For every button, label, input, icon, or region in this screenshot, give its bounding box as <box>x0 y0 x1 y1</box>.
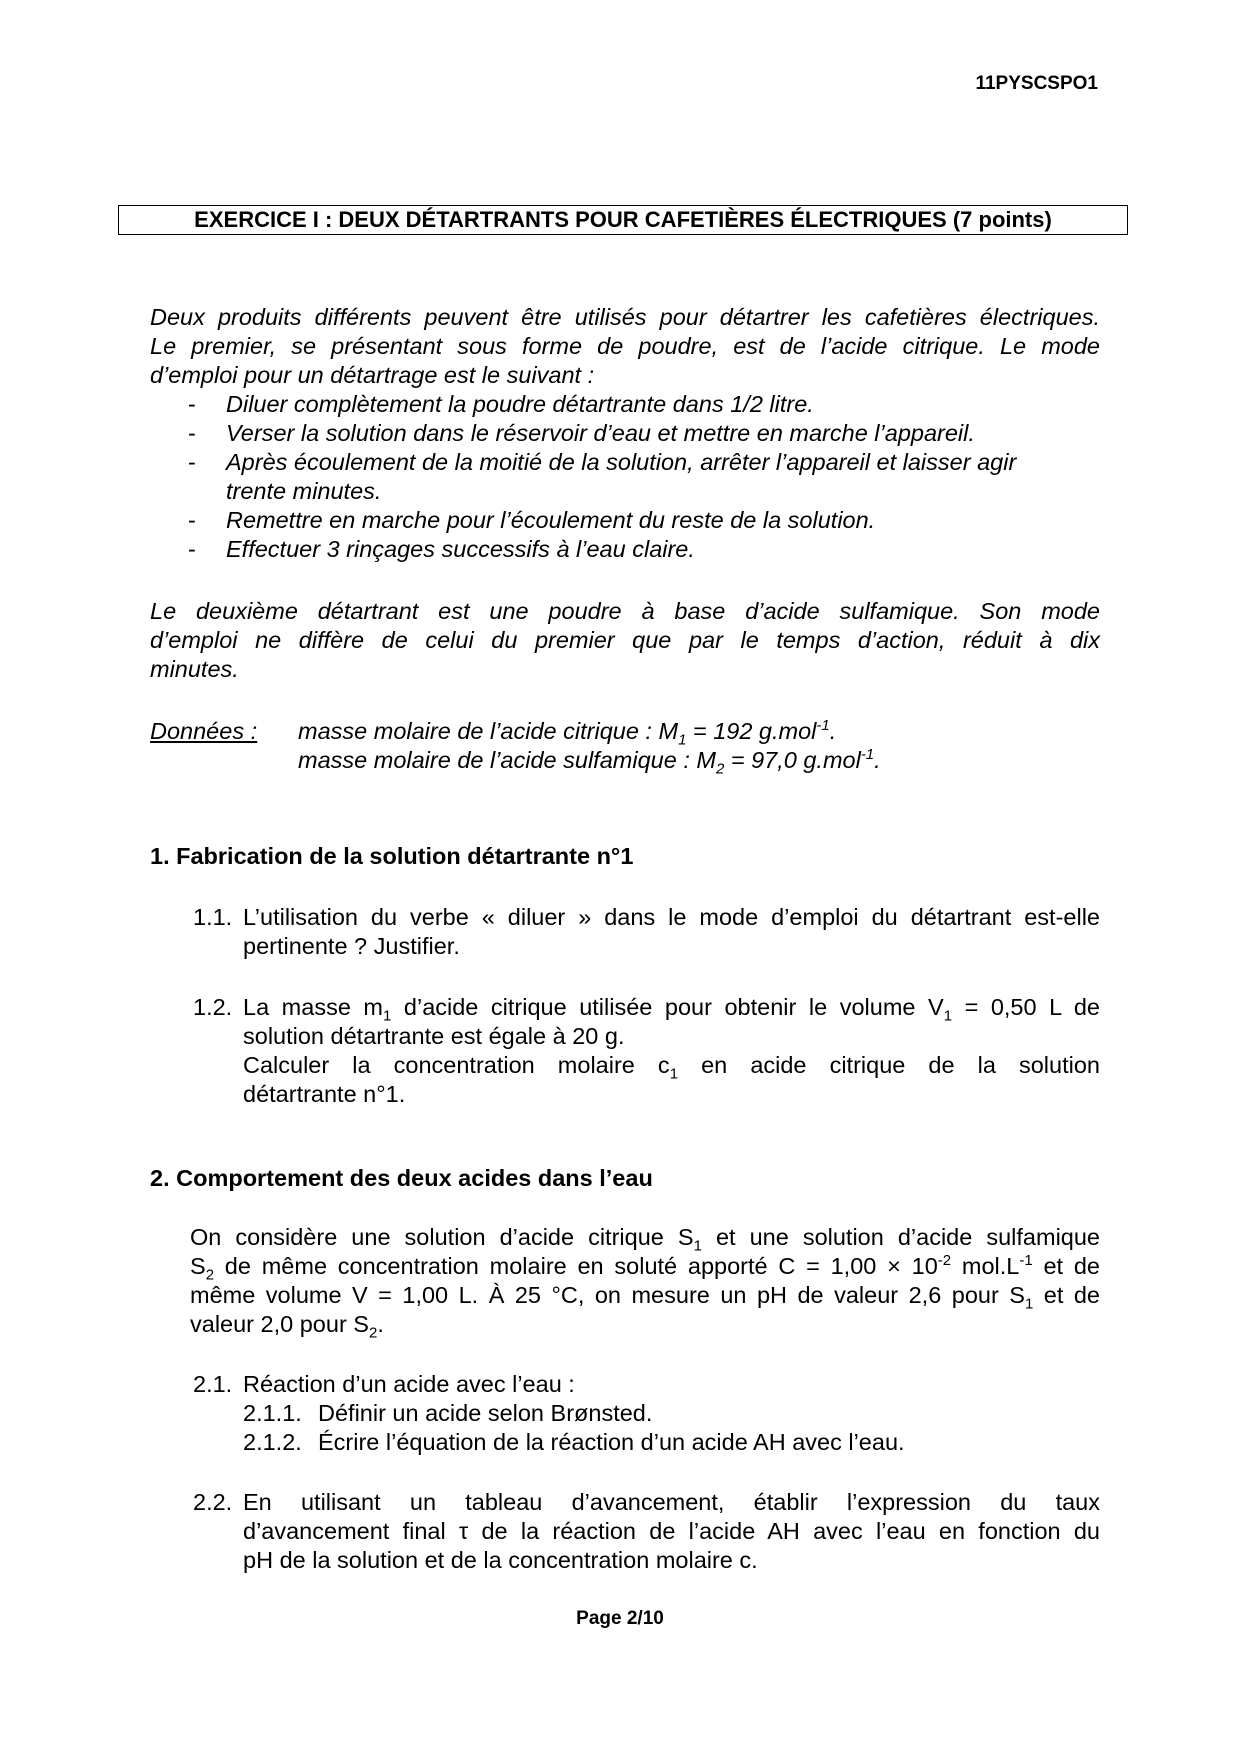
step-dash: - <box>188 420 196 446</box>
section-2-heading: 2. Comportement des deux acides dans l’eau <box>150 1165 653 1191</box>
intro-line: Deux produits différents peuvent être utilisés pour détartrer les cafetières électriques. <box>150 304 1100 330</box>
exercise-title: EXERCICE I : DEUX DÉTARTRANTS POUR CAFETIÈRES ÉLECTRIQUES (7 points) <box>118 205 1128 235</box>
step-item: Verser la solution dans le réservoir d’eau et mettre en marche l’appareil. <box>226 420 975 446</box>
question-text: La masse $m_1$ d’acide citrique utilisée pour obtenir le volume $V_1 = 0,50$ L de <box>243 994 1100 1025</box>
question-text: Définir un acide selon Brønsted. <box>318 1400 653 1426</box>
step-item: Après écoulement de la moitié de la solution, arrêter l’appareil et laisser agir <box>226 449 1017 475</box>
question-text: solution détartrante est égale à 20 g. <box>243 1023 625 1049</box>
donnees-line-2: masse molaire de l’acide sulfamique : $M_2 = 97,0$ g.mol$^{-1}$. <box>298 746 881 778</box>
donnees-line-1: masse molaire de l’acide citrique : $M_1 = 192$ g.mol$^{-1}$. <box>298 717 837 749</box>
step-item: Diluer complètement la poudre détartrante dans 1/2 litre. <box>226 391 814 417</box>
section-2-paragraph-line: valeur 2,0 pour $S_2$. <box>190 1311 384 1342</box>
step-item: trente minutes. <box>226 478 382 504</box>
page-number: Page 2/10 <box>576 1608 664 1629</box>
step-dash: - <box>188 536 196 562</box>
step-dash: - <box>188 449 196 475</box>
question-text: d’avancement final τ de la réaction de l’acide AH avec l’eau en fonction du <box>243 1518 1100 1544</box>
question-number: 2.1.1. <box>243 1400 302 1426</box>
question-number: 1.1. <box>193 904 233 930</box>
question-number: 2.2. <box>193 1489 233 1515</box>
section-2-paragraph-line: $S_2$ de même concentration molaire en soluté apporté $C = 1,00 \times 10^{-2}$ $mol.L^{-1}$ et de <box>190 1252 1100 1284</box>
question-text: L’utilisation du verbe « diluer » dans le mode d’emploi du détartrant est-elle <box>243 904 1100 930</box>
question-text: pertinente ? Justifier. <box>243 933 460 959</box>
step-item: Remettre en marche pour l’écoulement du reste de la solution. <box>226 507 876 533</box>
document-code: 11PYSCSPO1 <box>975 73 1098 94</box>
intro-line: Le premier, se présentant sous forme de poudre, est de l’acide citrique. Le mode <box>150 333 1100 359</box>
question-text: Calculer la concentration molaire $c_1$ en acide citrique de la solution <box>243 1052 1100 1083</box>
question-text: détartrante n°1. <box>243 1081 406 1107</box>
question-text: Réaction d’un acide avec l’eau : <box>243 1371 575 1397</box>
question-number: 2.1. <box>193 1371 233 1397</box>
question-text: pH de la solution et de la concentration molaire c. <box>243 1547 758 1573</box>
section-1-heading: 1. Fabrication de la solution détartrante n°1 <box>150 843 634 869</box>
step-item: Effectuer 3 rinçages successifs à l’eau claire. <box>226 536 695 562</box>
second-line: minutes. <box>150 656 239 682</box>
second-line: Le deuxième détartrant est une poudre à base d’acide sulfamique. Son mode <box>150 598 1100 624</box>
second-line: d’emploi ne diffère de celui du premier que par le temps d’action, réduit à dix <box>150 627 1100 653</box>
donnees-label: Données : <box>150 718 258 744</box>
step-dash: - <box>188 507 196 533</box>
question-number: 2.1.2. <box>243 1429 302 1455</box>
question-number: 1.2. <box>193 994 233 1020</box>
section-2-paragraph-line: On considère une solution d’acide citrique $S_1$ et une solution d’acide sulfamique <box>190 1224 1100 1255</box>
step-dash: - <box>188 391 196 417</box>
intro-line: d’emploi pour un détartrage est le suivant : <box>150 362 595 388</box>
section-2-paragraph-line: même volume V = 1,00 L. À 25 °C, on mesure un pH de valeur 2,6 pour $S_1$ et de <box>190 1282 1101 1313</box>
question-text: Écrire l’équation de la réaction d’un acide AH avec l’eau. <box>318 1429 905 1455</box>
question-text: En utilisant un tableau d’avancement, établir l’expression du taux <box>243 1489 1100 1515</box>
